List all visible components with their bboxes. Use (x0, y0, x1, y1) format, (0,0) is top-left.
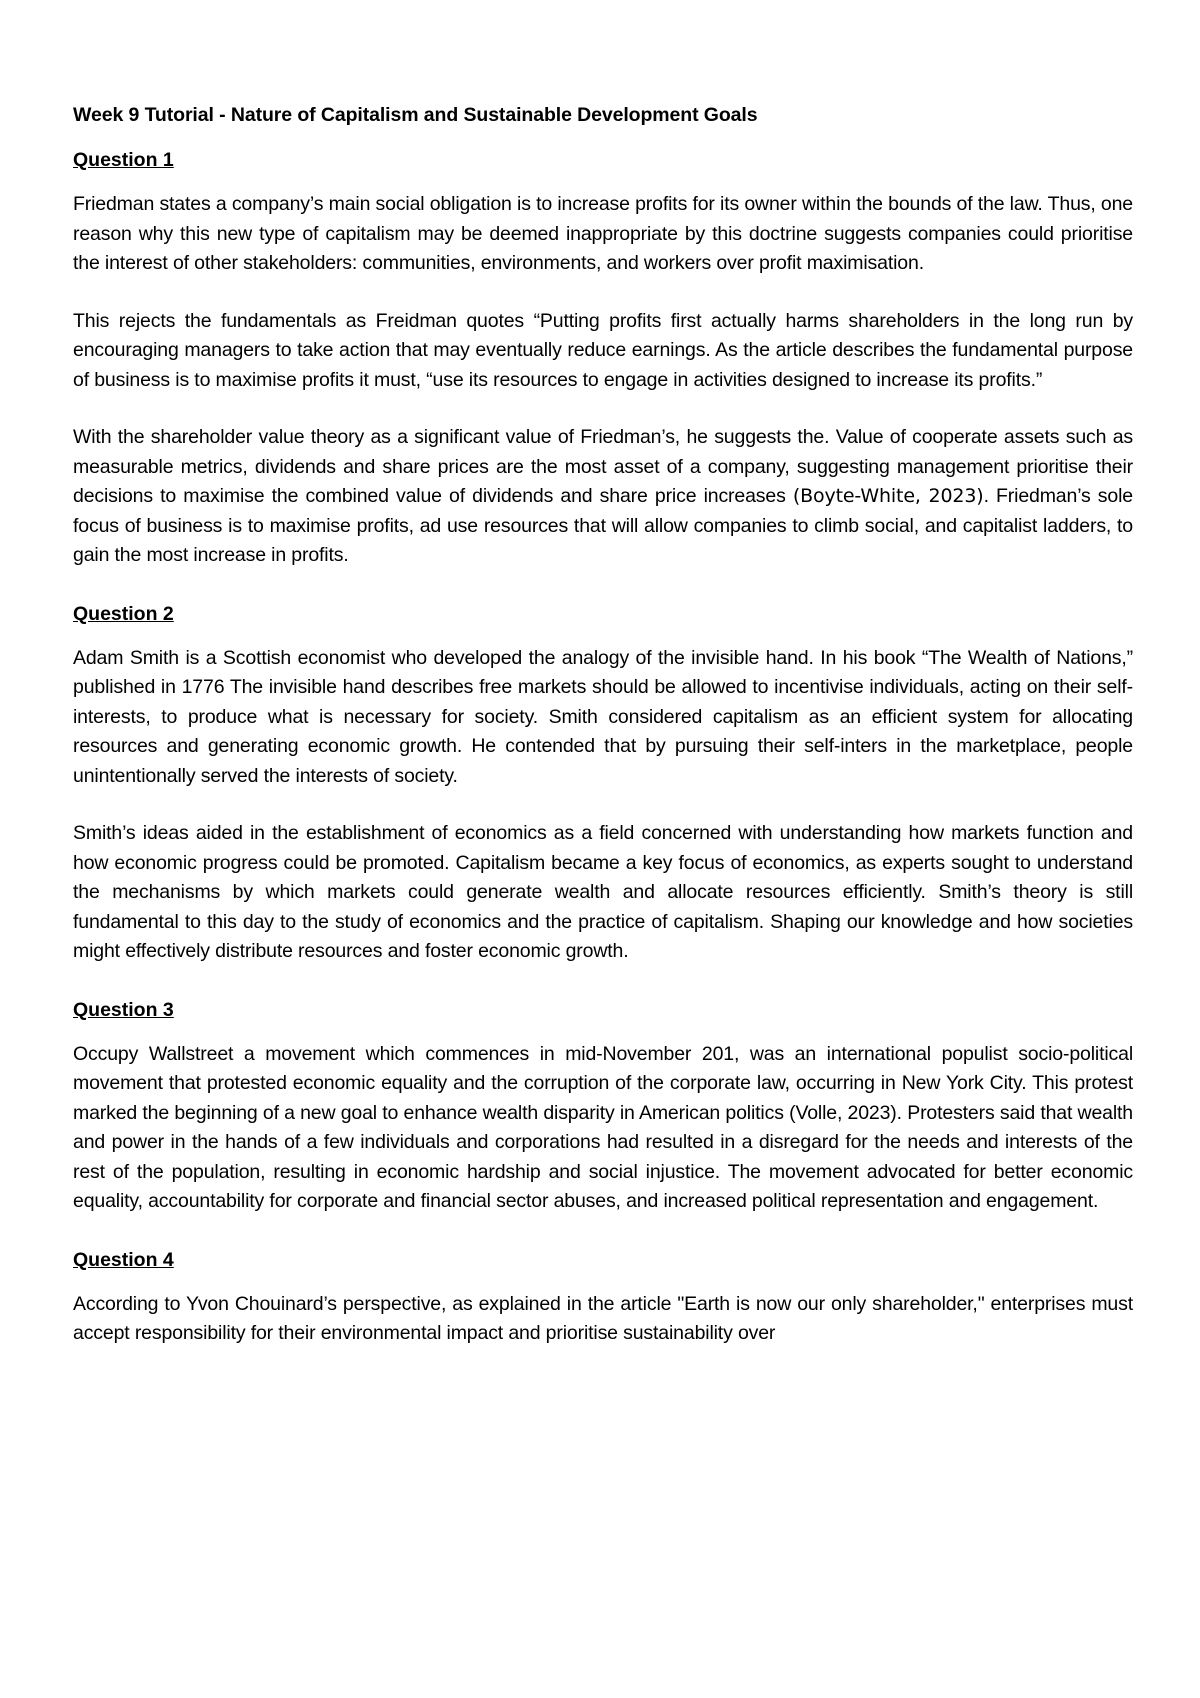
question-1-heading: Question 1 (73, 149, 174, 171)
question-3-paragraph-1: Occupy Wallstreet a movement which commences in mid-November 201, was an international populist socio-political movement that protested economic equality and the corruption of the corporate law, occurring in New York City. This protest marked the beginning of a new goal to enhance wealth disparity in American politics (Volle, 2023). Protesters said that wealth and power in the hands of a few individuals and corporations had resulted in a disregard for the needs and interests of the rest of the population, resulting in economic hardship and social injustice. The movement advocated for better economic equality, accountability for corporate and financial sector abuses, and increased political representation and engagement. (73, 1042, 1133, 1212)
question-3-heading: Question 3 (73, 998, 174, 1021)
question-3-section (73, 995, 1133, 1217)
question-1-section (73, 145, 1133, 571)
question-1-paragraph-3-text-a: With the shareholder value theory as a significant value of Friedman’s, he suggests the. Value of cooperate assets such as measurable metrics, dividends and share prices are the most asset of a company, suggesting management prioritise their decisions to maximise the combined value of dividends and share price increases (73, 426, 1133, 507)
document-title: Week 9 Tutorial - Nature of Capitalism and Sustainable Development Goals (73, 104, 758, 126)
question-1-paragraph-2: This rejects the fundamentals as Freidman quotes “Putting profits first actually harms shareholders in the long run by encouraging managers to take action that may eventually reduce earnings. As the article describes the fundamental purpose of business is to maximise profits it must, “use its resources to engage in activities designed to increase its profits.” (73, 309, 1133, 391)
question-2-paragraph-2: Smith’s ideas aided in the establishment of economics as a field concerned with understanding how markets function and how economic progress could be promoted. Capitalism became a key focus of economics, as experts sought to understand the mechanisms by which markets could generate wealth and allocate resources efficiently. Smith’s theory is still fundamental to this day to the study of economics and the practice of capitalism. Shaping our knowledge and how societies might effectively distribute resources and foster economic growth. (73, 822, 1133, 962)
citation-boyte-white: (Boyte-White, 2023) (792, 485, 984, 507)
question-2-heading: Question 2 (73, 602, 174, 625)
question-4-heading: Question 4 (73, 1248, 174, 1271)
question-1-paragraph-3 (73, 423, 1133, 571)
question-1-paragraph-1: Friedman states a company’s main social obligation is to increase profits for its owner within the bounds of the law. Thus, one reason why this new type of capitalism may be deemed inappropriate by this doctrine suggests companies could prioritise the interest of other stakeholders: communities, environments, and workers over profit maximisation. (73, 193, 1133, 274)
document-body (73, 100, 1133, 1349)
question-2-section (73, 599, 1133, 967)
question-4-paragraph-1: According to Yvon Chouinard’s perspective, as explained in the article "Earth is now our only shareholder," enterprises must accept responsibility for their environmental impact and prioritise sustainability over (73, 1292, 1133, 1344)
question-1-paragraph-3-text-b: . Friedman’s sole focus of business is to maximise profits, ad use resources that will allow companies to climb social, and capitalist ladders, to gain the most increase in profits. (73, 485, 1133, 566)
question-2-paragraph-1: Adam Smith is a Scottish economist who developed the analogy of the invisible hand. In his book “The Wealth of Nations,” published in 1776 The invisible hand describes free markets should be allowed to incentivise individuals, acting on their self-interests, to produce what is necessary for society. Smith considered capitalism as an efficient system for allocating resources and generating economic growth. He contended that by pursuing their self-inters in the marketplace, people unintentionally served the interests of society. (73, 646, 1133, 787)
question-4-section (73, 1245, 1133, 1349)
